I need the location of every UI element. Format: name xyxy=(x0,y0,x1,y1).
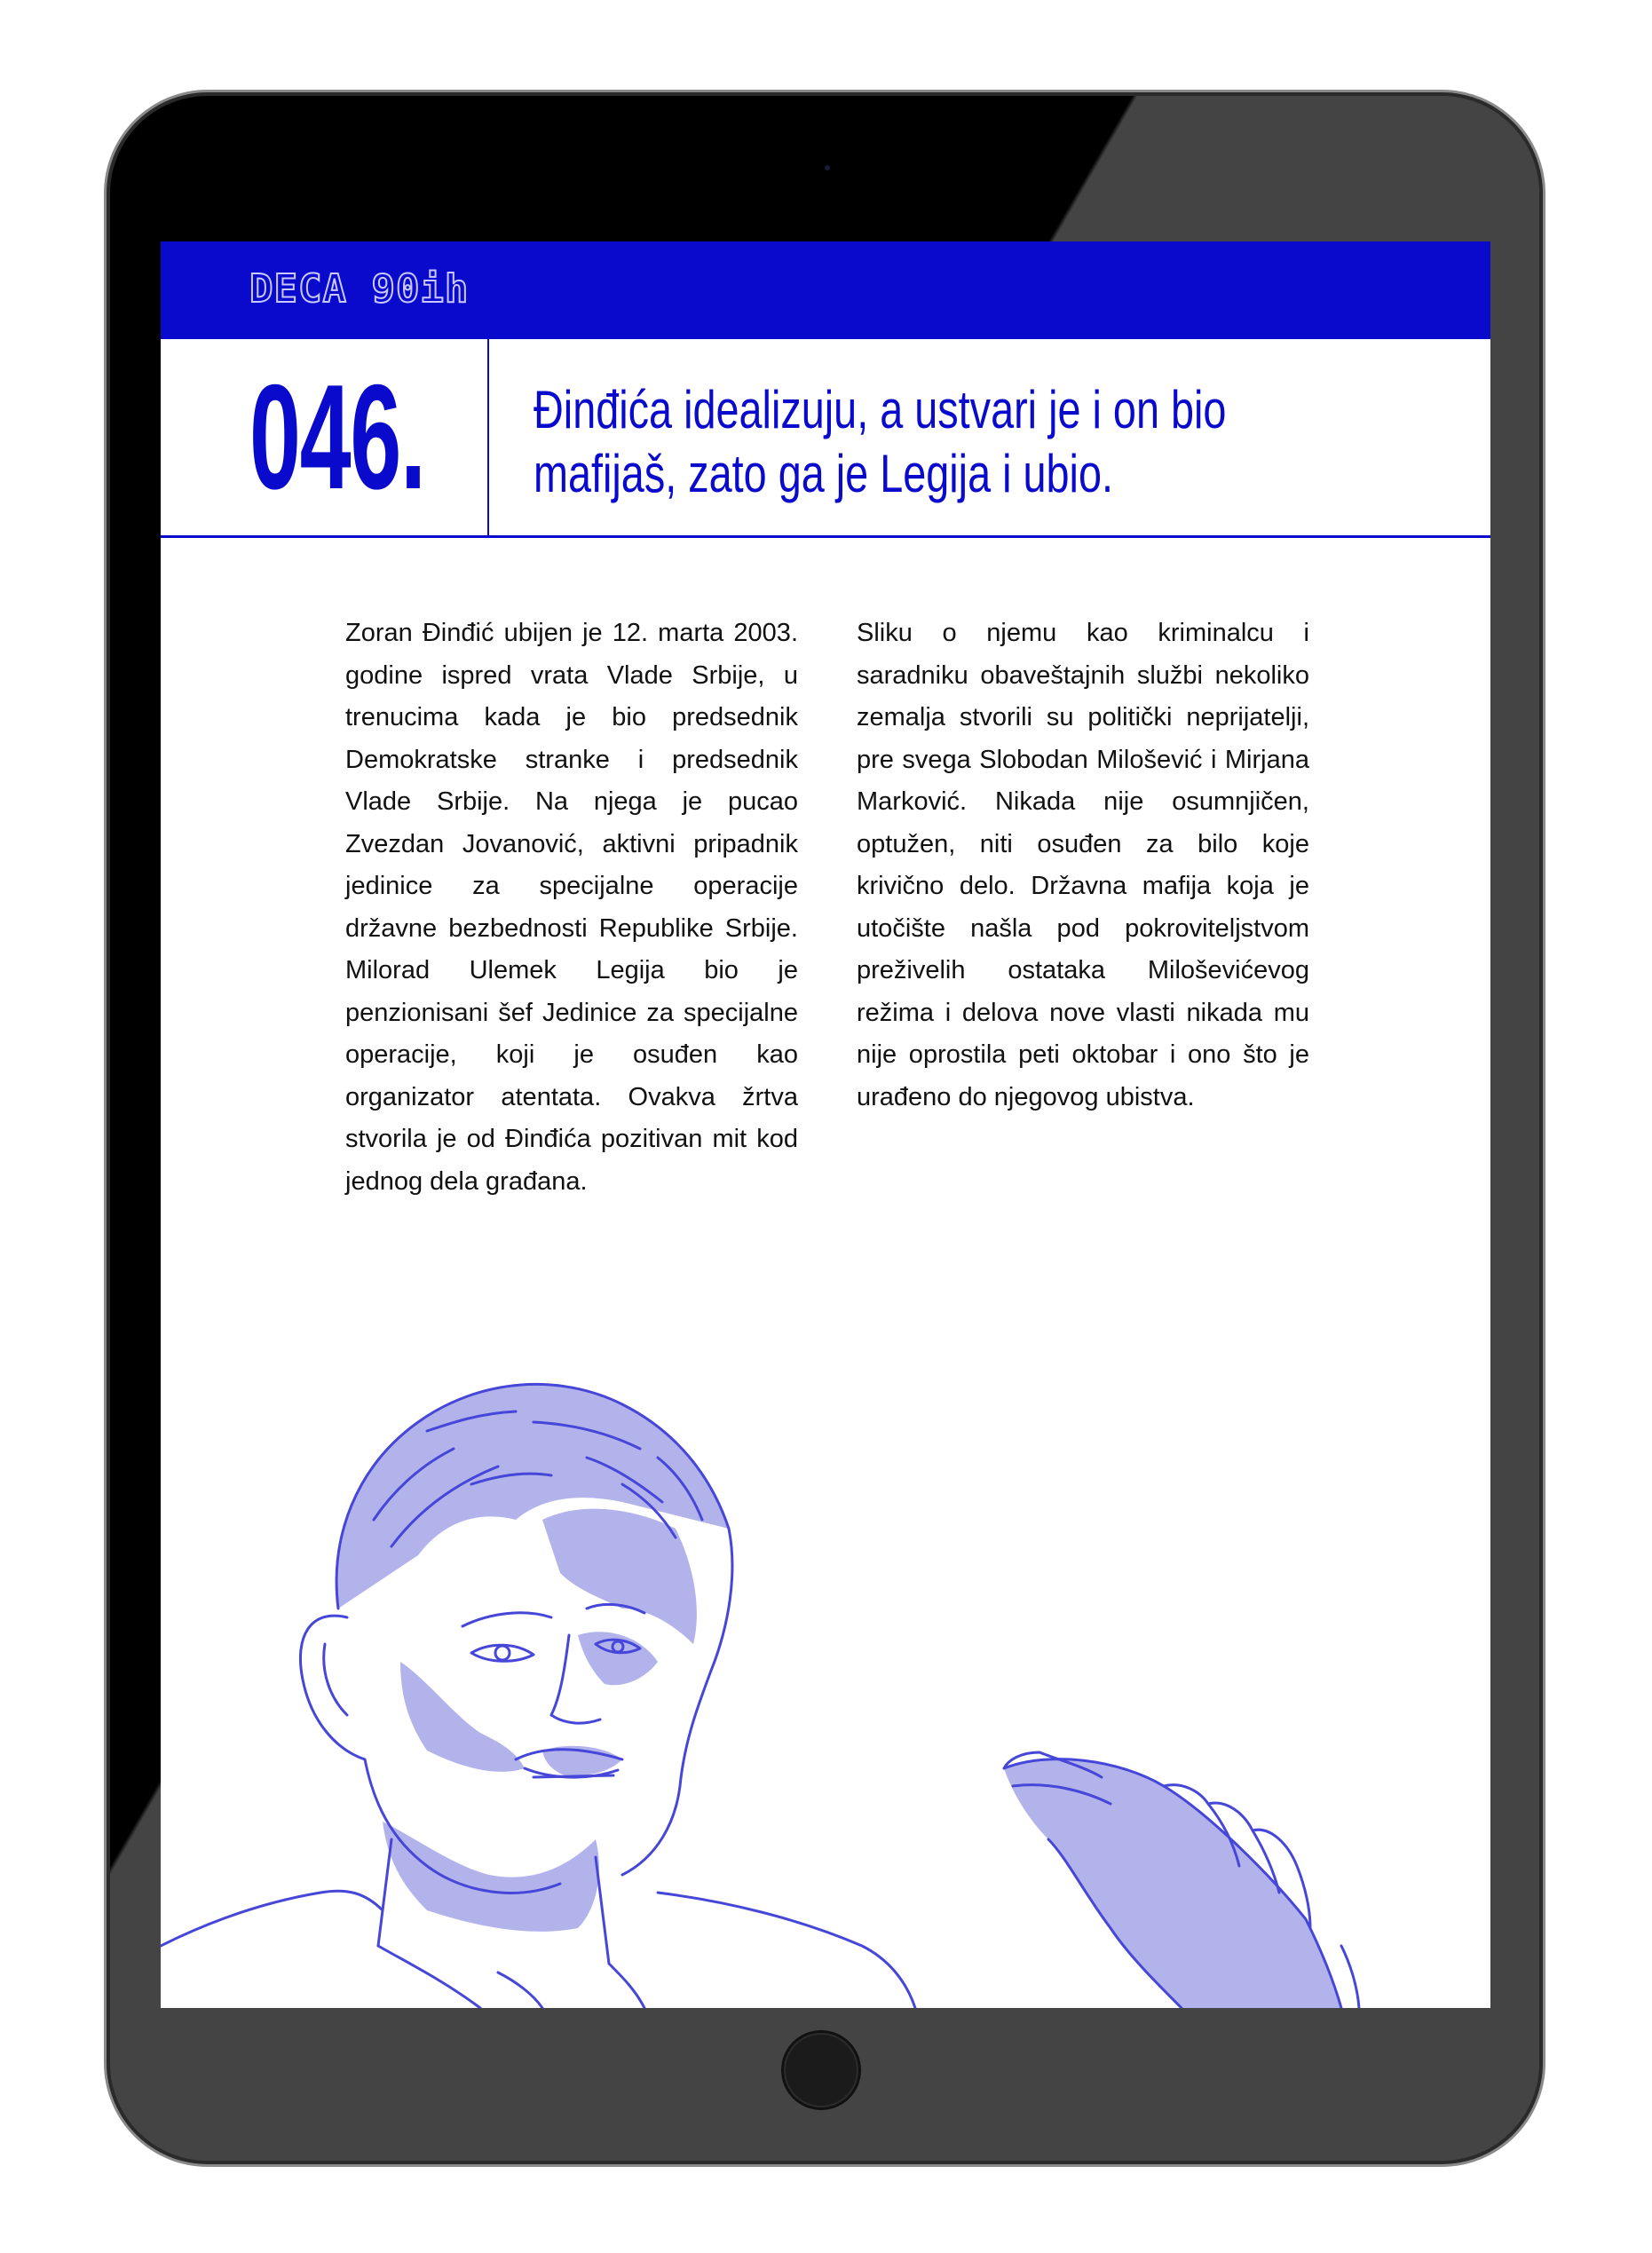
entry-number-cell xyxy=(161,339,489,535)
tablet-screen xyxy=(161,241,1490,2008)
entry-header xyxy=(161,339,1490,538)
brand-title: DECA 90ih xyxy=(249,266,470,312)
camera-icon xyxy=(825,165,830,170)
entry-number: 046. xyxy=(249,353,425,520)
portrait-illustration xyxy=(161,1342,1490,2008)
article-column-right: Sliku o njemu kao kriminalcu i saradniku obaveštajnih službi nekoliko zemalja stvorili su politički neprijatelji, pre svega Slobodan Milošević i Mirjana Marković. Nikada nije osumnjičen, optužen, niti osuđen za bilo koje krivično delo. Državna mafija koja je utočište našla pod pokroviteljstvom preživelih ostataka Miloševićevog režima i delova nove vlasti nikada mu nije oprostila peti oktobar i ono što je urađeno do njegovog ubistva. xyxy=(857,619,1309,1111)
tablet-device xyxy=(110,96,1539,2161)
entry-headline: Đinđića idealizuju, a ustvari je i on bio mafijaš, zato ga je Legija i ubio. xyxy=(534,380,1227,503)
article-column-left: Zoran Đinđić ubijen je 12. marta 2003. godine ispred vrata Vlade Srbije, u trenucima kada je bio predsednik Demokratske stranke i predsednik Vlade Srbije. Na njega je pucao Zvezdan Jovanović, aktivni pripadnik jedinice za specijalne operacije državne bezbednosti Republike Srbije. Milorad Ulemek Legija bio je penzionisani šef Jedinice za specijalne operacije, koji je osuđen kao organizator atentata. Ovakva žrtva stvorila je od Đinđića pozitivan mit kod jednog dela građana. xyxy=(345,619,798,1196)
home-button[interactable] xyxy=(784,2033,858,2107)
brand-bar xyxy=(161,241,1490,339)
